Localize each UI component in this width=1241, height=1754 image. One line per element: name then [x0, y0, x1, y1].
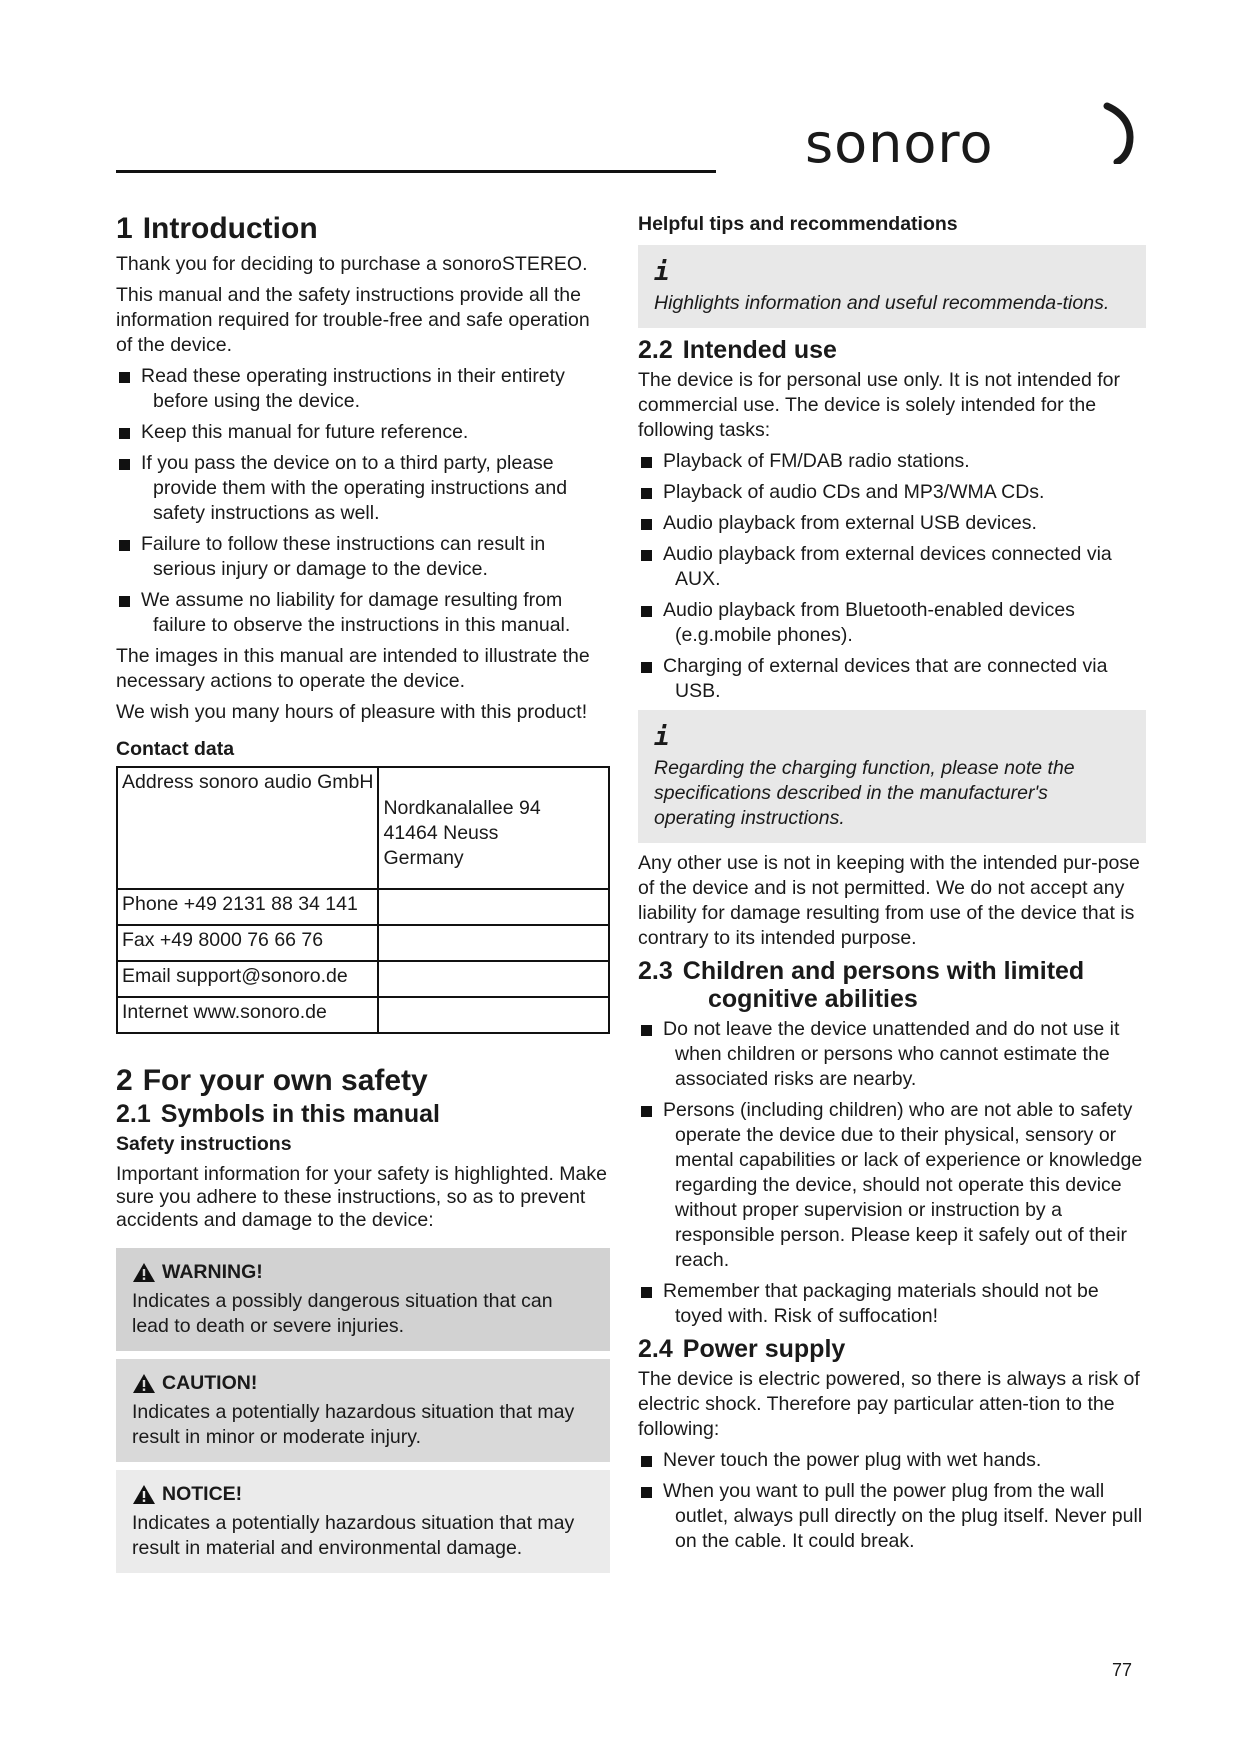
logo-text: sonoro: [805, 112, 994, 175]
contact-email: Email support@sonoro.de: [117, 961, 378, 997]
intro-paragraph-1: Thank you for deciding to purchase a sonoroSTEREO.: [116, 253, 588, 275]
bullet-square-icon: [641, 519, 652, 530]
bullet-square-icon: [641, 1487, 652, 1498]
children-list: [638, 1017, 1146, 1329]
bullet-square-icon: [119, 372, 130, 383]
notice-text: Indicates a potentially hazardous situation that may result in material and environmental damage.: [132, 1512, 575, 1559]
power-supply-list: [638, 1448, 1146, 1554]
caution-text: Indicates a potentially hazardous situation that may result in minor or moderate injury.: [132, 1401, 575, 1448]
list-item: Playback of audio CDs and MP3/WMA CDs.: [638, 480, 1146, 505]
bullet-square-icon: [641, 488, 652, 499]
list-item: Playback of FM/DAB radio stations.: [638, 449, 1146, 474]
contact-heading: Contact data: [116, 738, 235, 760]
bullet-square-icon: [641, 662, 652, 673]
bullet-square-icon: [641, 1456, 652, 1467]
section-2-1-heading: 2.1 Symbols in this manual: [116, 1100, 440, 1128]
section-1-heading: 1 Introduction: [116, 212, 318, 245]
bullet-square-icon: [119, 540, 130, 551]
section-2-heading: 2 For your own safety: [116, 1064, 428, 1097]
section-2-2-heading: 2.2 Intended use: [638, 336, 837, 364]
section-2-4-heading: 2.4 Power supply: [638, 1335, 846, 1363]
bullet-square-icon: [641, 457, 652, 468]
list-item: If you pass the device on to a third party, please provide them with the operating instructions and safety instructions as well.: [116, 451, 610, 526]
list-item: Keep this manual for future reference.: [116, 420, 610, 445]
bullet-square-icon: [641, 1025, 652, 1036]
warning-title: WARNING!: [132, 1260, 594, 1285]
caution-triangle-icon: [132, 1373, 156, 1394]
table-row: [117, 889, 609, 925]
intended-use-paragraph-2: Any other use is not in keeping with the intended pur-pose of the device and is not permitted. We do not accept any liability for damage resulting from use of the device that is contrary to its intended purpose.: [638, 852, 1140, 949]
list-item: Charging of external devices that are connected via USB.: [638, 654, 1146, 704]
info-box-charging: [638, 710, 1146, 843]
list-item: Persons (including children) who are not able to safety operate the device due to their physical, sensory or mental capabilities or lack of experience or knowledge regarding the device, should not operate this device without proper supervision or instruction by a responsible person. Please keep it safely out of their reach.: [638, 1098, 1146, 1273]
section-2-3-heading: 2.3 Children and persons with limited cognitive abilities: [638, 957, 1085, 1013]
notice-title: NOTICE!: [132, 1482, 594, 1507]
intended-use-list: [638, 449, 1146, 704]
header-rule: [116, 170, 716, 173]
right-column: [638, 212, 1146, 1560]
list-item: Read these operating instructions in their entirety before using the device.: [116, 364, 610, 414]
list-item: When you want to pull the power plug from the wall outlet, always pull directly on the plug itself. Never pull on the cable. It could break.: [638, 1479, 1146, 1554]
table-row: [117, 767, 609, 889]
logo-arc-icon: [1103, 102, 1137, 164]
list-item: Do not leave the device unattended and do not use it when children or persons who cannot estimate the associated risks are nearby.: [638, 1017, 1146, 1092]
list-item: Remember that packaging materials should not be toyed with. Risk of suffocation!: [638, 1279, 1146, 1329]
intro-bullet-list: [116, 364, 610, 638]
contact-internet: Internet www.sonoro.de: [117, 997, 378, 1033]
left-column: [116, 212, 610, 1581]
info-icon: i: [654, 722, 670, 752]
power-supply-paragraph: The device is electric powered, so there is always a risk of electric shock. Therefore pay particular atten-tion to the following:: [638, 1368, 1140, 1440]
sonoro-logo: [805, 100, 1135, 180]
list-item: Audio playback from external devices connected via AUX.: [638, 542, 1146, 592]
address-line: Nordkanalallee 94: [383, 797, 541, 819]
intended-use-paragraph: The device is for personal use only. It is not intended for commercial use. The device is solely intended for the following tasks:: [638, 369, 1120, 441]
intro-paragraph-3: The images in this manual are intended to illustrate the necessary actions to operate the device.: [116, 645, 590, 692]
contact-fax: Fax +49 8000 76 66 76: [117, 925, 378, 961]
address-line: 41464 Neuss: [383, 822, 499, 844]
contact-address-label: Address sonoro audio GmbH: [117, 767, 378, 889]
bullet-square-icon: [641, 1287, 652, 1298]
info-box-tips: [638, 245, 1146, 328]
warning-text: Indicates a possibly dangerous situation that can lead to death or severe injuries.: [132, 1290, 553, 1337]
bullet-square-icon: [119, 459, 130, 470]
table-row: [117, 925, 609, 961]
list-item: Never touch the power plug with wet hands.: [638, 1448, 1146, 1473]
contact-table: [116, 766, 610, 1034]
page-number: 77: [1112, 1660, 1133, 1680]
caution-title: CAUTION!: [132, 1371, 594, 1396]
safety-instructions-heading: Safety instructions: [116, 1133, 292, 1155]
bullet-square-icon: [641, 1106, 652, 1117]
warning-triangle-icon: [132, 1262, 156, 1283]
bullet-square-icon: [641, 550, 652, 561]
warning-box: [116, 1248, 610, 1351]
info-icon: i: [654, 257, 670, 287]
contact-address-value: [378, 767, 609, 889]
caution-box: [116, 1359, 610, 1462]
list-item: We assume no liability for damage resulting from failure to observe the instructions in this manual.: [116, 588, 610, 638]
table-row: [117, 961, 609, 997]
bullet-square-icon: [119, 428, 130, 439]
list-item: Failure to follow these instructions can result in serious injury or damage to the device.: [116, 532, 610, 582]
notice-box: [116, 1470, 610, 1573]
bullet-square-icon: [119, 596, 130, 607]
address-line: Germany: [383, 847, 464, 869]
intro-paragraph-4: We wish you many hours of pleasure with this product!: [116, 701, 588, 723]
contact-phone: Phone +49 2131 88 34 141: [117, 889, 378, 925]
info-charging-text: Regarding the charging function, please note the specifications described in the manufacturer's operating instructions.: [654, 757, 1075, 829]
tips-heading: Helpful tips and recommendations: [638, 213, 958, 235]
notice-triangle-icon: [132, 1484, 156, 1505]
safety-paragraph: Important information for your safety is highlighted. Make sure you adhere to these instructions, so as to prevent accidents and damage to the device:: [116, 1163, 607, 1231]
list-item: Audio playback from external USB devices.: [638, 511, 1146, 536]
table-row: [117, 997, 609, 1033]
bullet-square-icon: [641, 606, 652, 617]
list-item: Audio playback from Bluetooth-enabled devices (e.g.mobile phones).: [638, 598, 1146, 648]
intro-paragraph-2: This manual and the safety instructions provide all the information required for trouble-free and safe operation of the device.: [116, 284, 590, 356]
info-tips-text: Highlights information and useful recommenda-tions.: [654, 292, 1110, 314]
